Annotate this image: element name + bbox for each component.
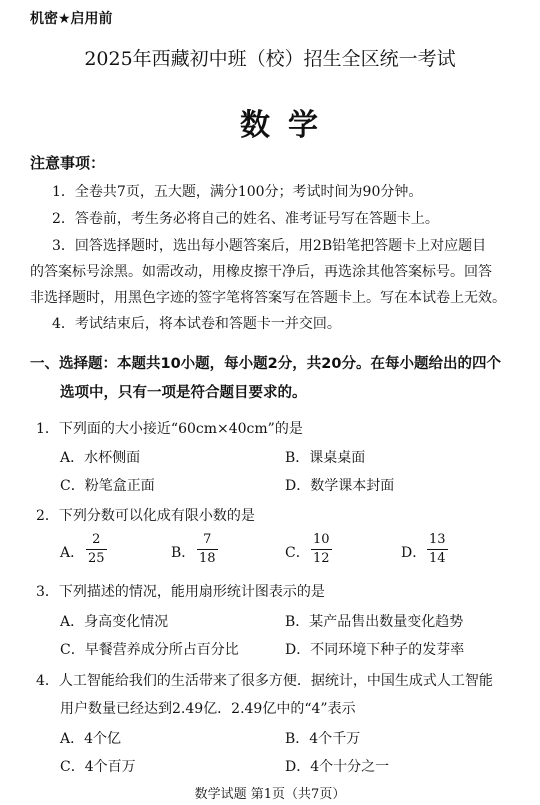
q4-option-c: C．4个百万	[60, 759, 136, 775]
q3-option-a: A．身高变化情况	[60, 614, 169, 630]
q1-option-c: C．粉笔盒正面	[60, 478, 155, 494]
q3-option-c: C．早餐营养成分所占百分比	[60, 642, 239, 658]
q2-option-b-label: B．	[171, 545, 196, 561]
numerator: 10	[313, 532, 330, 547]
notice-line: 的答案标号涂黑。如需改动，用橡皮擦干净后，再选涂其他答案标号。回答	[30, 264, 492, 280]
notice-line: 1．全卷共7页，五大题，满分100分；考试时间为90分钟。	[52, 184, 423, 200]
q2-option-c-fraction	[311, 532, 332, 567]
exam-title: 2025年西藏初中班（校）招生全区统一考试	[84, 48, 456, 70]
denominator: 18	[199, 551, 216, 566]
q3-option-d: D．不同环境下种子的发芽率	[285, 642, 465, 658]
q1-option-b: B．课桌桌面	[285, 450, 366, 466]
q2-option-c-label: C．	[285, 545, 310, 561]
q2-option-d-fraction	[427, 532, 448, 567]
notice-heading: 注意事项：	[30, 154, 106, 172]
numerator: 13	[429, 532, 446, 547]
notice-line: 4．考试结束后，将本试卷和答题卡一并交回。	[52, 316, 341, 332]
q2-option-d-label: D．	[401, 545, 427, 561]
section-heading-cont: 选项中，只有一项是符合题目要求的。	[60, 385, 307, 401]
denominator: 25	[88, 551, 105, 566]
q4-option-a: A．4个亿	[60, 731, 122, 747]
q4-option-b: B．4个千万	[285, 731, 361, 747]
denominator: 14	[429, 551, 446, 566]
question-4-stem: 4．人工智能给我们的生活带来了很多方便．据统计，中国生成式人工智能	[36, 673, 493, 689]
q1-option-a: A．水杯侧面	[60, 450, 141, 466]
denominator: 12	[313, 551, 330, 566]
q3-option-b: B．某产品售出数量变化趋势	[285, 614, 464, 630]
confidential-mark: 机密★启用前	[30, 11, 113, 27]
page-footer: 数学试题 第1页（共7页）	[194, 787, 346, 802]
question-1-stem: 1．下列面的大小接近“60cm×40cm”的是	[36, 421, 303, 437]
subject-title: 数学	[240, 108, 336, 143]
notice-line: 2．答卷前，考生务必将自己的姓名、准考证号写在答题卡上。	[52, 211, 439, 227]
notice-line: 3．回答选择题时，选出每小题答案后，用2B铅笔把答题卡上对应题目	[52, 238, 487, 254]
q1-option-d: D．数学课本封面	[285, 478, 395, 494]
numerator: 2	[92, 532, 101, 547]
notice-line: 非选择题时，用黑色字迹的签字笔将答案写在答题卡上。写在本试卷上无效。	[30, 290, 506, 306]
q2-option-b-fraction	[197, 532, 218, 567]
section-heading: 一、选择题：本题共10小题，每小题2分，共20分。在每小题给出的四个	[30, 356, 501, 372]
question-3-stem: 3．下列描述的情况，能用扇形统计图表示的是	[36, 584, 325, 600]
q2-option-a-label: A．	[60, 545, 85, 561]
q4-option-d: D．4个十分之一	[285, 759, 390, 775]
numerator: 7	[203, 532, 212, 547]
q2-option-a-fraction	[86, 532, 107, 567]
question-2-stem: 2．下列分数可以化成有限小数的是	[36, 508, 255, 524]
question-4-stem-cont: 用户数量已经达到2.49亿．2.49亿中的“4”表示	[60, 701, 356, 717]
